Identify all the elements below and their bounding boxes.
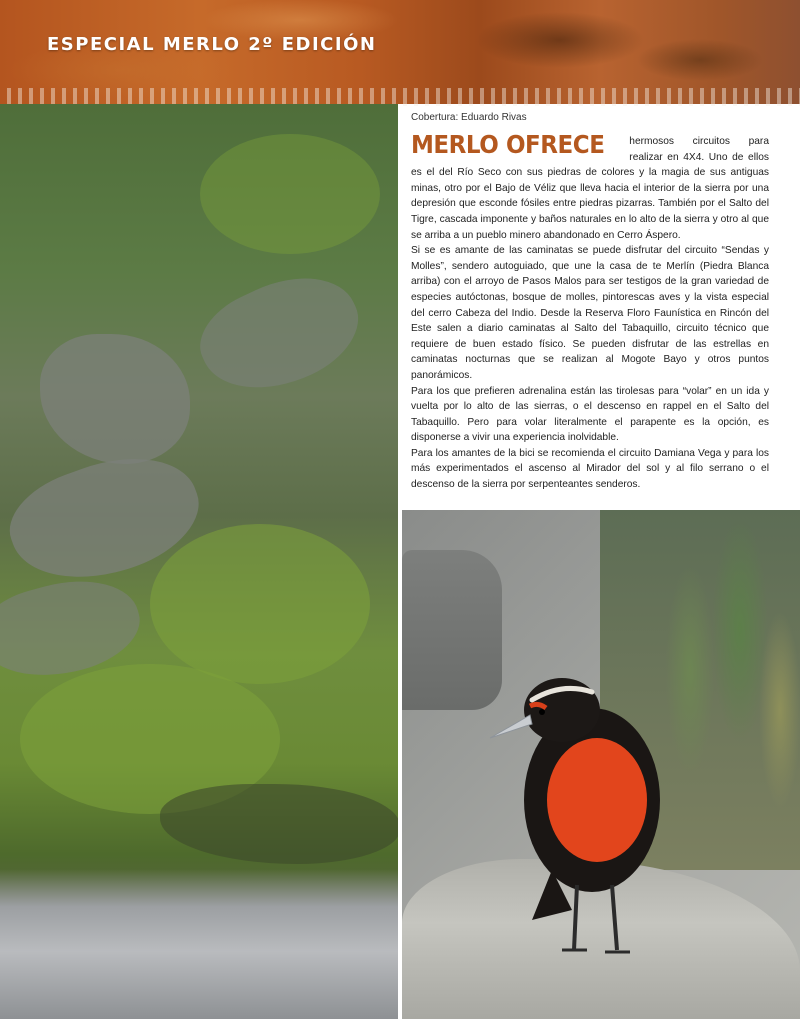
bird-photo <box>402 510 800 1019</box>
landscape-photo <box>0 104 398 1019</box>
drop-heading: MERLO OFRECE <box>411 130 605 159</box>
paragraph: Si se es amante de las caminatas se puede disfrutar del circuito “Sendas y Molles”, sendero autoguiado, que une la casa de te Merlín (Piedra Blanca arriba) con el arroyo de Pasos Malos para ser testigos de la gran variedad de especies autóctonas, bosque de molles, pintorescas aves y la vista especial del cerro Cabeza del Indio. Desde la Reserva Floro Faunística en Rincón del Este salen a diario caminatas al Salto del Tabaquillo, circuito técnico que requiere de buen estado físico. Se pueden disfrutar de las estrellas en caminatas nocturnas que se realizan al Mogote Bayo y otros puntos panorámicos. <box>411 245 769 381</box>
paragraph: hermosos circuitos para realizar en 4X4. Uno de ellos es el del Río Seco con sus piedras de colores y la magia de sus antiguas minas, otro por el Bajo de Véliz que lleva hacia el interior de la sierra por una depresión que esconde fósiles entre piedras pizarras. También por el Salto del Tigre, cascada imponente y baños naturales en lo alto de la sierra y otro al que se arriba a un pueblo minero abandonado en Cerro Áspero. <box>411 136 769 241</box>
byline: Cobertura: Eduardo Rivas <box>411 112 527 123</box>
bird-illustration <box>402 510 800 1019</box>
header-banner <box>0 0 800 104</box>
paragraph: Para los amantes de la bici se recomienda el circuito Damiana Vega y para los más experimentados el ascenso al Mirador del sol y al filo serrano o el descenso de la sierra por serpenteantes senderos. <box>411 447 769 491</box>
article-column <box>411 112 769 493</box>
section-title: ESPECIAL MERLO 2º EDICIÓN <box>47 34 377 55</box>
river-water <box>0 869 398 1019</box>
paragraph: Para los que prefieren adrenalina están las tirolesas para “volar” en un ida y vuelta por lo alto de las sierras, o el descenso en rappel en el Salto del Tabaquillo. Pero para volar literalmente el parapente es la opción, es disponerse a vivir una experiencia inolvidable. <box>411 385 769 444</box>
article-body <box>411 130 769 493</box>
